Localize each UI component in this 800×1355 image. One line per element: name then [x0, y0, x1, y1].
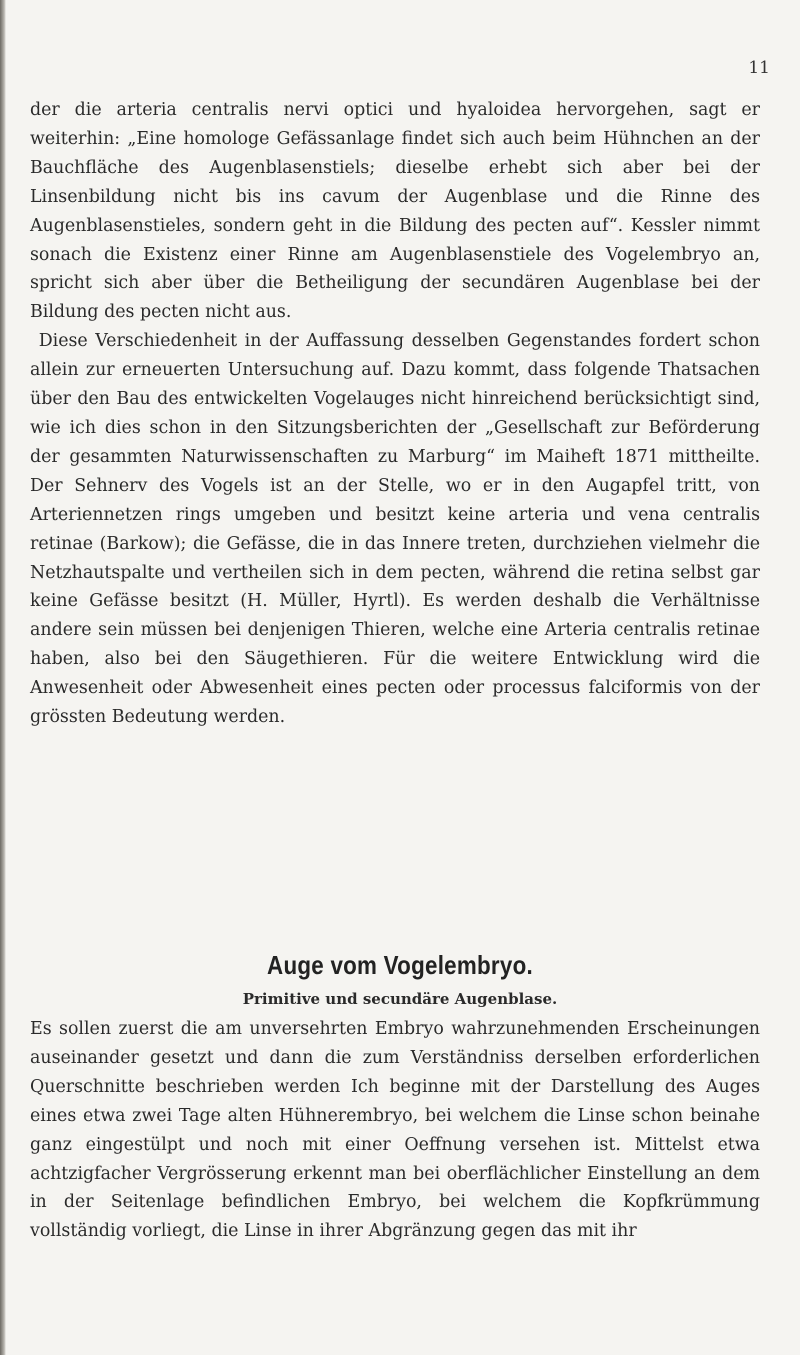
section-heading: Auge vom Vogelembryo.	[267, 950, 533, 980]
binding-edge	[0, 0, 6, 1355]
paragraph-continuation: der die arteria centralis nervi optici und hyaloidea hervorgehen, sagt er weiterhin: „Eine homologe Gefässanlage findet sich auch beim Hühnchen an der Bauchfläche des Augenblasenstiels; dieselbe erhebt sich aber bei der Linsenbildung nicht bis ins cavum der Augenblase und die Rinne des Augenblasenstieles, sondern geht in die Bildung des pecten auf“. Kessler nimmt sonach die Existenz einer Rinne am Augenblasenstiele des Vogelembryo an, spricht sich aber über die Betheiligung der secundären Augenblase bei der Bildung des pecten nicht aus.	[30, 100, 760, 323]
main-text-block	[30, 96, 760, 732]
paragraph-verschiedenheit: Diese Verschiedenheit in der Auffassung desselben Gegenstandes fordert schon allein zur erneuerten Untersuchung auf. Dazu kommt, dass folgende Thatsachen über den Bau des entwickelten Vogelauges nicht hinreichend berücksichtigt sind, wie ich dies schon in den Sitzungsberichten der „Gesellschaft zur Beförderung der gesammten Naturwissenschaften zu Marburg“ im Maiheft 1871 mittheilte. Der Sehnerv des Vogels ist an der Stelle, wo er in den Augapfel tritt, von Arteriennetzen rings umgeben und besitzt keine arteria und vena centralis retinae (Barkow); die Gefässe, die in das Innere treten, durchziehen vielmehr die Netzhautspalte und vertheilen sich in dem pecten, während die retina selbst gar keine Gefässe besitzt (H. Müller, Hyrtl). Es werden deshalb die Verhältnisse andere sein müssen bei denjenigen Thieren, welche eine Arteria centralis retinae haben, also bei den Säugethieren. Für die weitere Entwicklung wird die Anwesenheit oder Abwesenheit eines pecten oder processus falciformis von der grössten Bedeutung werden.	[30, 331, 760, 728]
paragraph-section-intro: Es sollen zuerst die am unversehrten Embryo wahrzunehmenden Erscheinungen auseinander gesetzt und dann die zum Verständniss derselben erforderlichen Querschnitte beschrieben werden Ich beginne mit der Darstellung des Auges eines etwa zwei Tage alten Hühnerembryo, bei welchem die Linse schon beinahe ganz eingestülpt und noch mit einer Oeffnung versehen ist. Mittelst etwa achtzigfacher Vergrösserung erkennt man bei oberflächlicher Einstellung an dem in der Seitenlage befindlichen Embryo, bei welchem die Kopfkrümmung vollständig vorliegt, die Linse in ihrer Abgränzung gegen das mit ihr	[30, 1019, 760, 1242]
page-number: 11	[748, 58, 770, 78]
section-subheading: Primitive und secundäre Augenblase.	[242, 990, 558, 1008]
section-text-block	[30, 1015, 760, 1246]
